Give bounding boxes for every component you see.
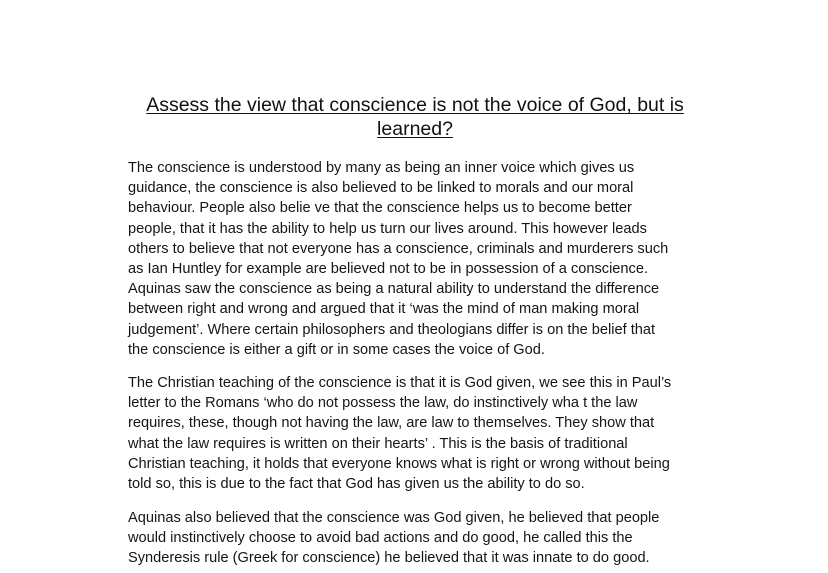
paragraph-1: [128, 158, 708, 360]
text-line: letter to the Romans ‘who do not possess the law, do instinctively wha t the law: [128, 395, 638, 412]
text-line: Synderesis rule (Greek for conscience) he believed that it was innate to do good.: [128, 550, 650, 567]
text-line: between right and wrong and argued that it ‘was the mind of man making moral: [128, 301, 640, 318]
title-line: learned?: [377, 118, 453, 140]
text-line: Aquinas saw the conscience as being a natural ability to understand the difference: [128, 281, 660, 298]
text-line: behaviour. People also belie ve that the conscience helps us to become better: [128, 200, 632, 217]
text-line: guidance, the conscience is also believed to be linked to morals and our moral: [128, 180, 634, 197]
paragraph-3: [128, 508, 708, 569]
text-line: told so, this is due to the fact that God has given us the ability to do so.: [128, 476, 585, 493]
text-line: Aquinas also believed that the conscience was God given, he believed that people: [128, 510, 660, 526]
text-line: judgement’. Where certain philosophers and theologians differ is on the belief that: [128, 321, 656, 338]
text-line: would instinctively choose to avoid bad actions and do good, he called this the: [128, 530, 633, 547]
text-line: what the law requires is written on their hearts’ . This is the basis of traditional: [128, 435, 628, 452]
essay-title: [118, 93, 712, 141]
text-line: Christian teaching, it holds that everyone knows what is right or wrong without being: [128, 455, 670, 472]
text-line: The conscience is understood by many as being an inner voice which gives us: [128, 160, 635, 176]
title-line: Assess the view that conscience is not the voice of God, but is: [146, 94, 684, 116]
text-line: as Ian Huntley for example are believed not to be in possession of a conscience.: [128, 261, 649, 278]
text-line: the conscience is either a gift or in some cases the voice of God.: [128, 341, 545, 358]
text-line: others to believe that not everyone has a conscience, criminals and murderers such: [128, 240, 669, 257]
text-line: requires, these, though not having the law, are law to themselves. They show that: [128, 415, 655, 432]
text-line: people, that it has the ability to help us turn our lives around. This however leads: [128, 220, 647, 237]
paragraph-2: [128, 373, 708, 494]
text-line: The Christian teaching of the conscience is that it is God given, we see this in Paul’s: [128, 375, 672, 391]
